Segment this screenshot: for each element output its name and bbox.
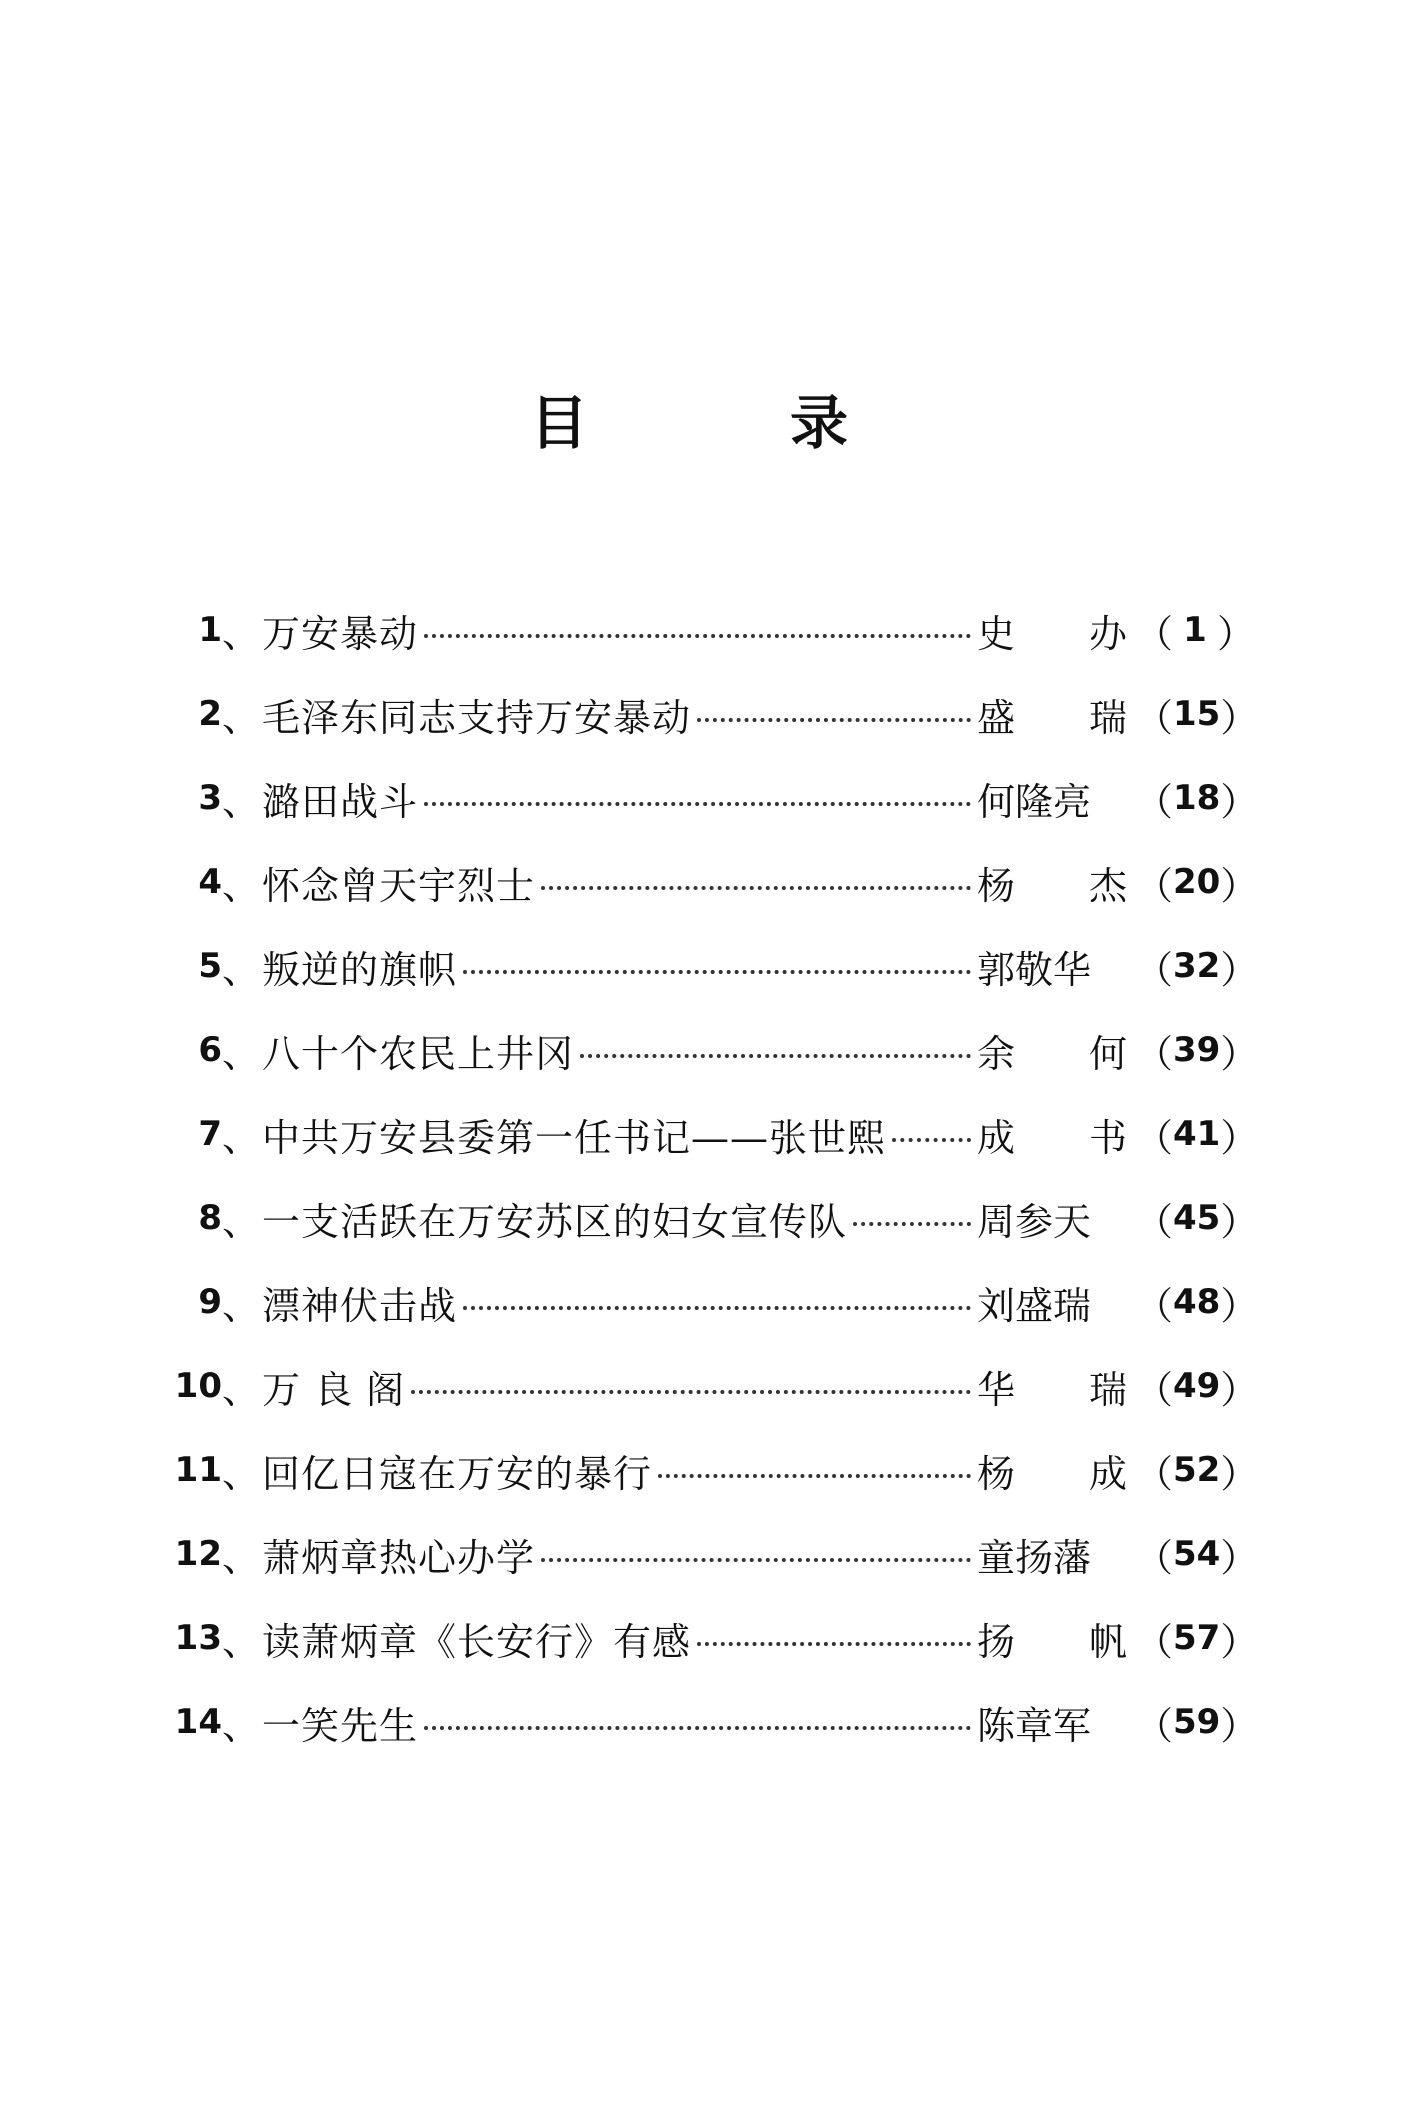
author-part-2: 成: [1088, 1451, 1127, 1496]
author-part-1: 成: [977, 1115, 1016, 1160]
entry-title: 毛泽东同志支持万安暴动: [262, 695, 692, 740]
dot-leader: [541, 886, 971, 890]
entry-separator: 、: [222, 1451, 261, 1496]
author-part-1: 华: [977, 1367, 1016, 1412]
page-number: 54: [1173, 1534, 1221, 1574]
entry-number: 13: [174, 1618, 222, 1658]
entry-title: 中共万安县委第一任书记——张世熙: [262, 1115, 887, 1160]
dot-leader: [541, 1558, 971, 1562]
toc-entry[interactable]: [140, 1680, 1259, 1764]
entry-separator: 、: [222, 1199, 261, 1244]
paren-open: （: [1135, 1031, 1174, 1076]
entry-author: [977, 603, 1127, 658]
author-part-2: 杰: [1088, 863, 1127, 908]
paren-close: ）: [1220, 1283, 1259, 1328]
page-number: 20: [1173, 862, 1221, 902]
author-part-2: 瑞: [1088, 695, 1127, 740]
author-part-1: 盛: [977, 695, 1016, 740]
paren-close: ）: [1220, 1703, 1259, 1748]
entry-number: 6: [198, 1030, 222, 1070]
entry-author: [977, 1107, 1127, 1162]
dot-leader: [697, 718, 971, 722]
paren-open: （: [1135, 779, 1174, 824]
dot-leader: [580, 1054, 971, 1058]
paren-close: ）: [1220, 863, 1259, 908]
entry-author: [977, 687, 1127, 742]
entry-page: [1135, 855, 1259, 910]
entry-title: 潞田战斗: [262, 779, 419, 824]
toc-entry[interactable]: [140, 1176, 1259, 1260]
author-part-1: 童扬藩: [977, 1535, 1092, 1580]
page-number: 52: [1173, 1450, 1221, 1490]
entry-separator: 、: [222, 1115, 261, 1160]
page-number: 39: [1173, 1030, 1221, 1070]
entry-author: [977, 1023, 1127, 1078]
entry-page: [1135, 1443, 1259, 1498]
paren-close: ）: [1220, 1451, 1259, 1496]
dot-leader: [424, 802, 971, 806]
entry-author: [977, 1275, 1127, 1330]
entry-number: 12: [174, 1534, 222, 1574]
paren-open: （: [1135, 1115, 1174, 1160]
author-part-1: 何隆亮: [977, 779, 1092, 824]
toc-entry[interactable]: [140, 588, 1255, 672]
toc-entry[interactable]: [140, 840, 1259, 924]
paren-open: （: [1135, 1199, 1174, 1244]
page-number: 15: [1173, 694, 1221, 734]
author-part-2: 书: [1088, 1115, 1127, 1160]
paren-open: （: [1135, 863, 1174, 908]
entry-page: [1135, 1527, 1259, 1582]
entry-page: [1135, 687, 1259, 742]
entry-page: [1135, 1695, 1259, 1750]
entry-number: 5: [198, 946, 222, 986]
author-part-2: 瑞: [1088, 1367, 1127, 1412]
author-part-2: 帆: [1088, 1619, 1127, 1664]
entry-separator: 、: [222, 779, 261, 824]
paren-close: ）: [1220, 947, 1259, 992]
author-part-1: 扬: [977, 1619, 1016, 1664]
entry-title: 怀念曾天宇烈士: [262, 863, 536, 908]
entry-separator: 、: [222, 1535, 261, 1580]
toc-entry[interactable]: [140, 756, 1259, 840]
paren-close: ）: [1220, 1199, 1259, 1244]
toc-entry[interactable]: [140, 1008, 1259, 1092]
entry-separator: 、: [222, 1367, 261, 1412]
entry-page: [1135, 603, 1255, 658]
entry-number: 9: [198, 1282, 222, 1322]
entry-title: 漂神伏击战: [262, 1283, 458, 1328]
author-part-1: 郭敬华: [977, 947, 1092, 992]
entry-author: [977, 771, 1127, 826]
entry-page: [1135, 1359, 1259, 1414]
page-number: 41: [1173, 1114, 1221, 1154]
toc-entry[interactable]: [140, 1092, 1259, 1176]
paren-close: ）: [1220, 779, 1259, 824]
page-number: 32: [1173, 946, 1221, 986]
dot-leader: [424, 634, 971, 638]
entry-page: [1135, 771, 1259, 826]
paren-open: （: [1135, 1619, 1174, 1664]
entry-number: 11: [174, 1450, 222, 1490]
dot-leader: [463, 1306, 971, 1310]
paren-open: （: [1135, 1535, 1174, 1580]
dot-leader: [424, 1726, 971, 1730]
entry-page: [1135, 1275, 1259, 1330]
entry-number: 1: [198, 610, 222, 650]
page-number: 49: [1173, 1366, 1221, 1406]
page-number: 57: [1173, 1618, 1221, 1658]
page-number: 18: [1173, 778, 1221, 818]
dot-leader: [697, 1642, 971, 1646]
entry-number: 14: [174, 1702, 222, 1742]
entry-title: 回亿日寇在万安的暴行: [262, 1451, 653, 1496]
entry-separator: 、: [222, 695, 261, 740]
author-part-1: 刘盛瑞: [977, 1283, 1092, 1328]
entry-title: 萧炳章热心办学: [262, 1535, 536, 1580]
entry-separator: 、: [222, 947, 261, 992]
toc-entry[interactable]: [140, 672, 1259, 756]
title-char-1: 目: [530, 389, 589, 457]
entry-author: [977, 1191, 1127, 1246]
entry-separator: 、: [222, 1031, 261, 1076]
toc-entry[interactable]: [140, 1596, 1259, 1680]
title-char-2: 录: [790, 389, 849, 457]
entry-page: [1135, 1191, 1259, 1246]
entry-title: 读萧炳章《长安行》有感: [262, 1619, 692, 1664]
author-part-1: 陈章军: [977, 1703, 1092, 1748]
entry-title: 一支活跃在万安苏区的妇女宣传队: [262, 1199, 848, 1244]
entry-separator: 、: [222, 611, 261, 656]
entry-author: [977, 1359, 1127, 1414]
toc-entry[interactable]: [140, 1260, 1259, 1344]
dot-leader: [892, 1138, 971, 1142]
entry-author: [977, 1527, 1127, 1582]
paren-close: ）: [1220, 1031, 1259, 1076]
author-part-1: 周参天: [977, 1199, 1092, 1244]
table-of-contents: [140, 588, 1259, 1764]
page-title: [0, 378, 1405, 468]
paren-close: ）: [1220, 1367, 1259, 1412]
page-number: 59: [1173, 1702, 1221, 1742]
entry-separator: 、: [222, 1619, 261, 1664]
entry-title: 一笑先生: [262, 1703, 419, 1748]
toc-entry[interactable]: [140, 1428, 1259, 1512]
author-part-1: 史: [977, 611, 1016, 656]
author-part-2: 办: [1088, 611, 1127, 656]
author-part-1: 余: [977, 1031, 1016, 1076]
entry-number: 10: [174, 1366, 222, 1406]
paren-close: ）: [1220, 1115, 1259, 1160]
page-number: 1: [1183, 610, 1207, 650]
paren-open: （: [1135, 611, 1174, 656]
author-part-2: 何: [1088, 1031, 1127, 1076]
entry-separator: 、: [222, 1703, 261, 1748]
toc-entry[interactable]: [140, 1512, 1259, 1596]
entry-title: 万安暴动: [262, 611, 419, 656]
paren-open: （: [1135, 947, 1174, 992]
entry-number: 8: [198, 1198, 222, 1238]
entry-number: 7: [198, 1114, 222, 1154]
paren-open: （: [1135, 695, 1174, 740]
paren-open: （: [1135, 1451, 1174, 1496]
paren-open: （: [1135, 1367, 1174, 1412]
paren-close: ）: [1220, 1535, 1259, 1580]
dot-leader: [658, 1474, 971, 1478]
dot-leader: [853, 1222, 971, 1226]
page-number: 45: [1173, 1198, 1221, 1238]
author-part-1: 杨: [977, 1451, 1016, 1496]
entry-author: [977, 1695, 1127, 1750]
entry-title: 万 良 阁: [262, 1367, 406, 1412]
entry-number: 4: [198, 862, 222, 902]
paren-close: ）: [1216, 611, 1255, 656]
paren-close: ）: [1220, 695, 1259, 740]
entry-author: [977, 1611, 1127, 1666]
entry-page: [1135, 939, 1259, 994]
toc-entry[interactable]: [140, 1344, 1259, 1428]
entry-author: [977, 1443, 1127, 1498]
entry-page: [1135, 1107, 1259, 1162]
entry-title: 八十个农民上井冈: [262, 1031, 575, 1076]
entry-page: [1135, 1611, 1259, 1666]
entry-number: 3: [198, 778, 222, 818]
toc-entry[interactable]: [140, 924, 1259, 1008]
entry-separator: 、: [222, 1283, 261, 1328]
page-number: 48: [1173, 1282, 1221, 1322]
entry-author: [977, 939, 1127, 994]
dot-leader: [463, 970, 971, 974]
paren-open: （: [1135, 1283, 1174, 1328]
author-part-1: 杨: [977, 863, 1016, 908]
paren-close: ）: [1220, 1619, 1259, 1664]
entry-number: 2: [198, 694, 222, 734]
paren-open: （: [1135, 1703, 1174, 1748]
entry-title: 叛逆的旗帜: [262, 947, 458, 992]
entry-author: [977, 855, 1127, 910]
dot-leader: [411, 1390, 971, 1394]
entry-separator: 、: [222, 863, 261, 908]
entry-page: [1135, 1023, 1259, 1078]
